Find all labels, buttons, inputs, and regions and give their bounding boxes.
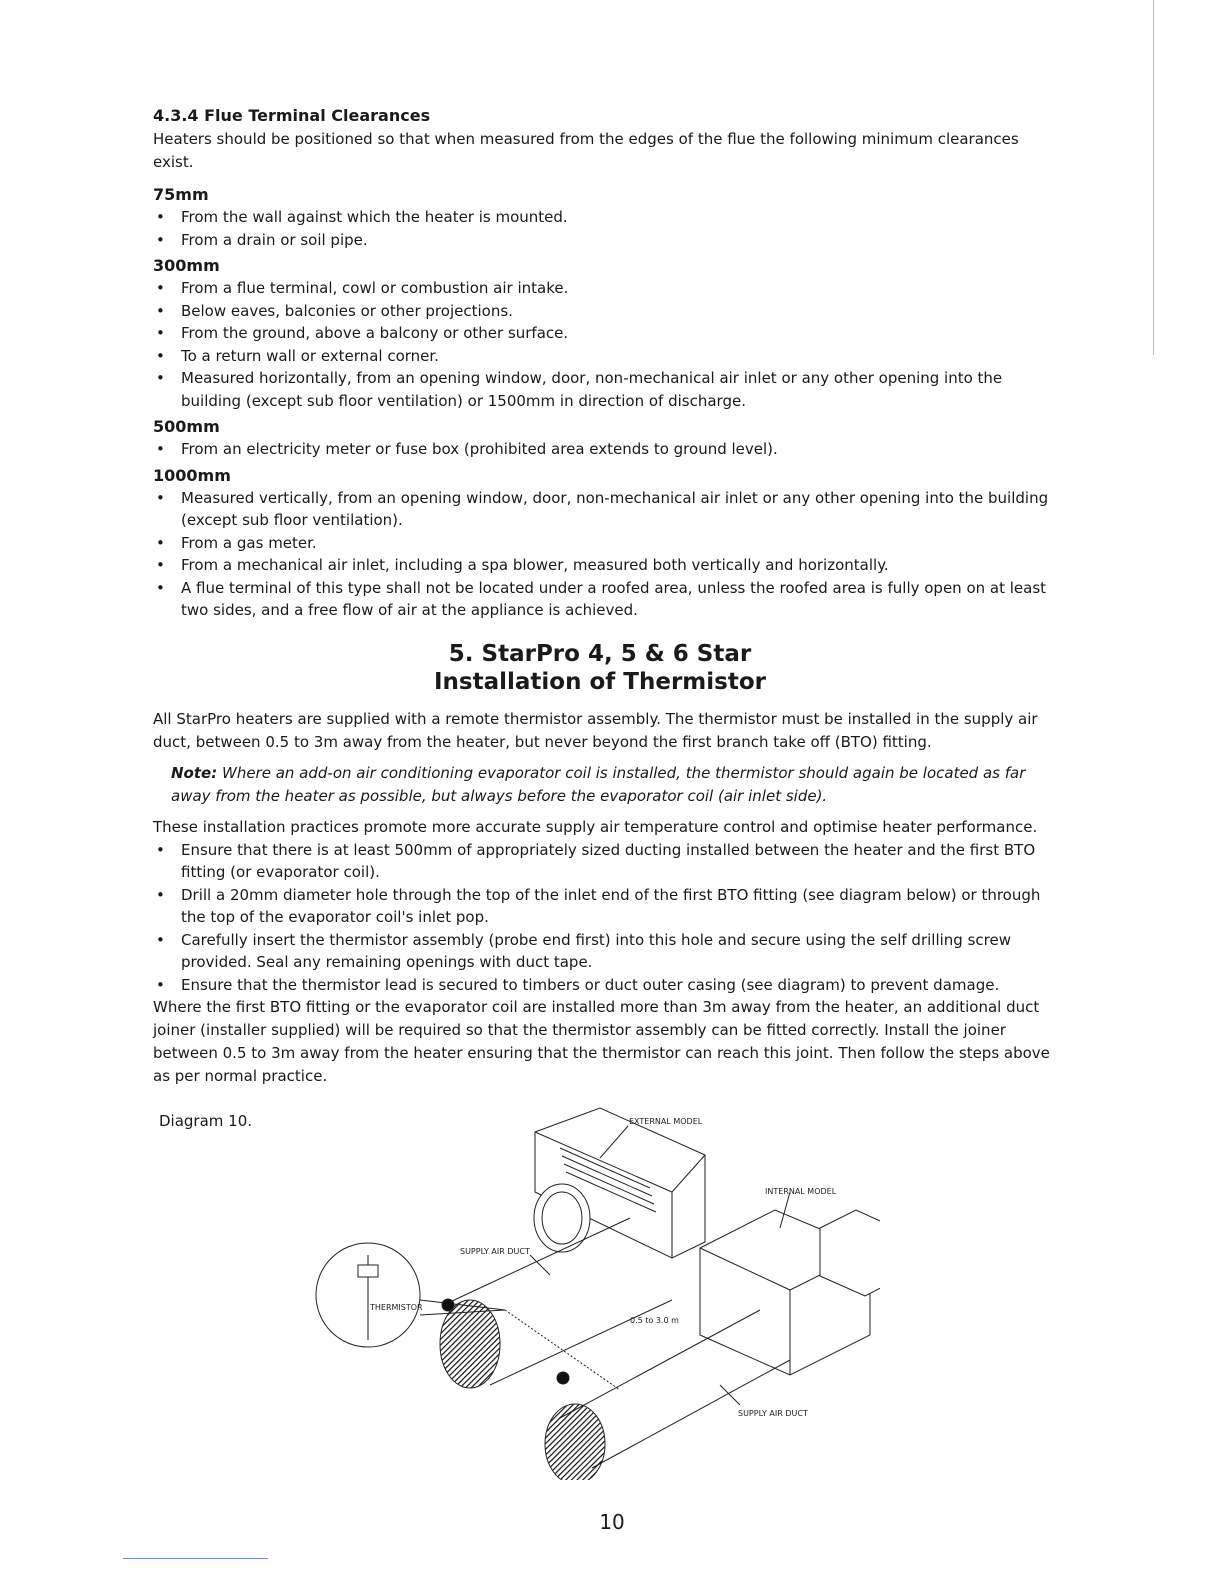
clearance-500-label: 500mm <box>153 417 220 436</box>
list-item: • Measured vertically, from an opening window, door, non-mechanical air inlet or any other opening into the building (except sub floor ventilation). <box>150 487 1050 532</box>
list-item: • Ensure that the thermistor lead is secured to timbers or duct outer casing (see diagram) to prevent damage. <box>150 974 1050 997</box>
section-5-intro: All StarPro heaters are supplied with a remote thermistor assembly. The thermistor must be installed in the supply air duct, between 0.5 to 3m away from the heater, but never beyond the first branch take off (BTO) fitting. <box>153 709 1038 751</box>
note-block <box>171 762 1050 808</box>
label-internal-model: INTERNAL MODEL <box>765 1187 837 1196</box>
list-item: • Ensure that there is at least 500mm of appropriately sized ducting installed between the heater and the first BTO fitting (or evaporator coil). <box>150 839 1050 884</box>
page-number: 10 <box>599 1510 625 1534</box>
page-content <box>150 106 1050 1130</box>
label-supply-air-duct-top: SUPPLY AIR DUCT <box>460 1247 530 1256</box>
clearance-1000-label: 1000mm <box>153 465 231 485</box>
list-item: • Drill a 20mm diameter hole through the top of the inlet end of the first BTO fitting (see diagram below) or through the top of the evaporator coil's inlet pop. <box>150 884 1050 929</box>
clearance-500-list <box>150 438 1050 461</box>
section-5-title-line1: 5. StarPro 4, 5 & 6 Star <box>448 640 752 667</box>
list-item: • From an electricity meter or fuse box (prohibited area extends to ground level). <box>150 438 1050 461</box>
clearance-75-label: 75mm <box>153 185 209 204</box>
closing-paragraph: Where the first BTO fitting or the evaporator coil are installed more than 3m away from the heater, an additional duct joiner (installer supplied) will be required so that the thermistor assembly can be fitted correctly. Install the joiner between 0.5 to 3m away from the heater ensuring that the thermistor can reach this joint. Then follow the steps above as per normal practice. <box>153 998 1050 1085</box>
note-text: Where an add-on air conditioning evaporator coil is installed, the thermistor should again be located as far away from the heater as possible, but always before the evaporator coil (air inlet side). <box>171 763 1026 805</box>
external-heater-unit <box>534 1108 705 1258</box>
label-distance: 0.5 to 3.0 m <box>630 1316 679 1325</box>
section-5-title-line2: Installation of Thermistor <box>434 668 766 695</box>
scan-edge-line <box>1153 0 1154 355</box>
internal-heater-unit <box>700 1210 880 1375</box>
label-external-model: EXTERNAL MODEL <box>629 1117 703 1126</box>
clearance-75-list <box>150 206 1050 251</box>
list-item: • To a return wall or external corner. <box>150 345 1050 368</box>
list-item: • A flue terminal of this type shall not be located under a roofed area, unless the roofed area is fully open on at least two sides, and a free flow of air at the appliance is achieved. <box>150 577 1050 622</box>
section-434-heading: 4.3.4 Flue Terminal Clearances <box>153 106 431 125</box>
list-item: • From the ground, above a balcony or other surface. <box>150 322 1050 345</box>
section-5-title <box>150 640 1050 696</box>
bottom-underline-mark <box>123 1558 268 1559</box>
list-item: • From a mechanical air inlet, including a spa blower, measured both vertically and horizontally. <box>150 554 1050 577</box>
note-label: Note: <box>171 763 218 782</box>
list-item: • From a gas meter. <box>150 532 1050 555</box>
list-item: • Below eaves, balconies or other projections. <box>150 300 1050 323</box>
section-434-intro: Heaters should be positioned so that when measured from the edges of the flue the following minimum clearances exist. <box>153 130 1019 171</box>
label-supply-air-duct-bottom: SUPPLY AIR DUCT <box>738 1409 808 1418</box>
label-thermistor: THERMISTOR <box>370 1303 423 1312</box>
practices-list <box>150 839 1050 997</box>
list-item: • From a flue terminal, cowl or combustion air intake. <box>150 277 1050 300</box>
diagram-caption: Diagram 10. <box>159 1112 253 1130</box>
list-item: • From the wall against which the heater is mounted. <box>150 206 1050 229</box>
clearance-300-label: 300mm <box>153 256 220 275</box>
thermistor-installation-diagram <box>300 1100 880 1480</box>
list-item: • Carefully insert the thermistor assembly (probe end first) into this hole and secure using the self drilling screw provided. Seal any remaining openings with duct tape. <box>150 929 1050 974</box>
clearance-1000-list <box>150 487 1050 622</box>
practices-intro: These installation practices promote more accurate supply air temperature control and optimise heater performance. <box>153 817 1038 836</box>
clearance-300-list <box>150 277 1050 412</box>
list-item: • Measured horizontally, from an opening window, door, non-mechanical air inlet or any other opening into the building (except sub floor ventilation) or 1500mm in direction of discharge. <box>150 367 1050 412</box>
list-item: • From a drain or soil pipe. <box>150 229 1050 252</box>
